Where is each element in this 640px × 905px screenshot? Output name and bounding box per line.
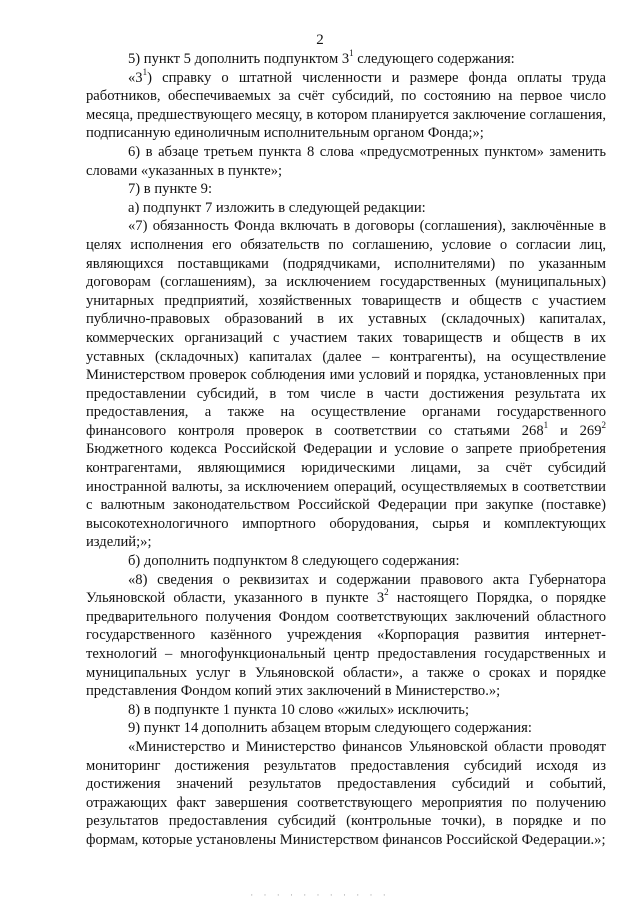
paragraph-item-5 [86,50,606,69]
paragraph-text: 5) пункт 5 дополнить подпунктом 3 [128,51,350,67]
paragraph-item-7: 7) в пункте 9: [128,181,213,198]
paragraph-quote-3-1 [86,66,606,143]
paragraph-quote-8 [86,571,606,701]
paragraph-text: «3 [128,69,143,86]
paragraph-text: настоящего Порядка, о порядке предварительного получения Фондом соответствующих заключений областного государственного казённого учреждения «Корпорация развития интернет-технологий – многофункциональный центр предоставления государственных и муниципальных услуг в Ульяновской области», а также о сроках и порядке представления Фондом копий этих заключений в Министерство.»; [86,590,607,700]
superscript: 2 [601,420,606,431]
paragraph-text: следующего содержания: [353,51,515,67]
paragraph-quote-monitoring: «Министерство и Министерство финансов Ульяновской области проводят мониторинг достижения результатов предоставления субсидий исходя из достижения значений результатов предоставления субсидий и событий, отражающих факт завершения соответствующего мероприятия по получению результатов предоставления субсидий (контрольные точки), в порядке и по формам, которые установлены Министерством финансов Российской Федерации.»; [86,738,606,848]
paragraph-item-6: 6) в абзаце третьем пункта 8 слова «предусмотренных пунктом» заменить словами «указанных в пункте»; [86,143,606,179]
paragraph-text: и 269 [548,422,602,439]
paragraph-quote-7 [86,217,606,552]
paragraph-subitem-a: а) подпункт 7 изложить в следующей редакции: [128,199,426,216]
superscript: 2 [384,587,389,598]
paragraph-subitem-b: б) дополнить подпунктом 8 следующего содержания: [128,553,460,570]
paragraph-text: ) справку о штатной численности и размере фонда оплаты труда работников, обеспечиваемых за счёт субсидий, по состоянию на первое число месяца, предшествующего месяцу, в котором планируется заключение соглашения, подписанную единоличным исполнительным органом Фонда;»; [86,69,606,142]
page-number: 2 [316,32,324,48]
paragraph-text: «7) обязанность Фонда включать в договоры (соглашения), заключённые в целях исполнения его обязательств по соглашению, условие о согласии лиц, являющихся поставщиками (подрядчиками, исполнителями) по указанным договорам (соглашениям), за исключением государственных (муниципальных) унитарных предприятий, хозяйственных товариществ и обществ с участием публично-правовых образований в их уставных (складочных) капиталах, коммерческих организаций с участием таких товариществ и обществ в их уставных (складочных) капиталах (далее – контрагенты), на осуществление Министерством проверок соблюдения ими условий и порядка, установленных при предоставлении субсидий, в том числе в части достижения результата их предоставления, а также на осуществление органами государственного финансового контроля проверок в соответствии со статьями 268 [86,218,606,439]
document-body [86,50,606,850]
paragraph-item-9: 9) пункт 14 дополнить абзацем вторым следующего содержания: [128,720,532,737]
paragraph-text: Бюджетного кодекса Российской Федерации и условие о запрете приобретения контрагентами, являющимися юридическими лицами, за счёт субсидий иностранной валюты, за исключением операций, осуществляемых в соответствии с валютным законодательством Российской Федерации при закупке (поставке) высокотехнологичного импортного оборудования, сырья и комплектующих изделий;»; [86,441,606,551]
scan-artifact-dots: · · · · · · · · · · · [250,890,390,900]
paragraph-item-8: 8) в подпункте 1 пункта 10 слово «жилых» исключить; [128,701,470,718]
superscript: 1 [543,420,549,431]
paragraph-text: «8) сведения о реквизитах и содержании правового акта Губернатора Ульяновской области, указанного в пункте 3 [86,571,606,607]
superscript: 1 [349,48,354,59]
superscript: 1 [142,66,148,77]
